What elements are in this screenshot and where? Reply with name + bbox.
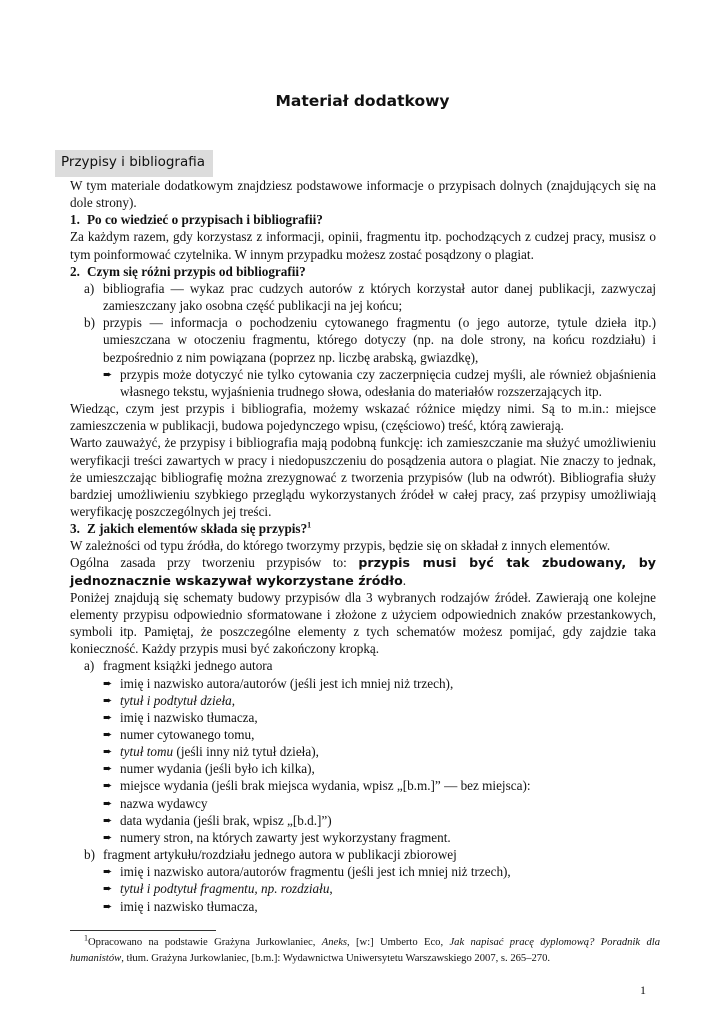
main-content <box>70 177 656 915</box>
arrow-bullet-icon: ➨ <box>103 728 113 741</box>
arrow-bullet-icon: ➨ <box>103 693 113 707</box>
list-item-footnote: b) przypis — informacja o pochodzeniu cytowanego fragmentu (o jego autorze, tytule dzieła itp.) umieszczana w otoczeniu fragmentu, którego dotyczy (np. na dole strony, na końcu rozdziału) i bezpośrednio z nim powiązana (poprzez np. liczbę arabską, gwiazdkę), <box>84 315 656 365</box>
arrow-bullet-icon: ➨ <box>103 762 113 776</box>
page-number: 1 <box>640 983 646 997</box>
schema-item: ➨ imię i nazwisko autora/autorów fragmentu (jeśli jest ich mniej niż trzech), <box>103 864 511 880</box>
q3-paragraph-1: W zależności od typu źródła, do którego tworzymy przypis, będzie się on składał z innych elementów. <box>70 538 611 554</box>
arrow-bullet-icon: ➨ <box>103 710 113 724</box>
schema-item: ➨ numer wydania (jeśli było ich kilka), <box>103 761 315 777</box>
schema-item: ➨ nazwa wydawcy <box>103 795 208 811</box>
question-1: 1. Po co wiedzieć o przypisach i bibliografii? <box>70 212 323 228</box>
schema-item: ➨ tytuł tomu (jeśli inny niż tytuł dzieła), <box>103 744 319 760</box>
arrow-bullet-icon: ➨ <box>103 779 113 793</box>
schema-article: b) fragment artykułu/rozdziału jednego autora w publikacji zbiorowej <box>84 847 457 863</box>
question-2: 2. Czym się różni przypis od bibliografii? <box>70 263 306 279</box>
question-3: 3. Z jakich elementów składa się przypis?$^1$ <box>70 520 312 537</box>
arrow-bullet-icon: ➨ <box>103 865 113 879</box>
arrow-bullet-icon: ➨ <box>103 745 113 759</box>
section-heading: Przypisy i bibliografia <box>55 150 213 177</box>
footnote-rule <box>70 930 216 931</box>
arrow-bullet-icon: ➨ <box>103 813 113 827</box>
schema-item: ➨ tytuł i podtytuł fragmentu, np. rozdziału, <box>103 881 333 897</box>
arrow-bullet-icon: ➨ <box>103 882 113 896</box>
arrow-bullet-icon: ➨ <box>103 676 113 690</box>
page-title: Materiał dodatkowy <box>275 92 450 110</box>
intro-paragraph: W tym materiale dodatkowym znajdziesz podstawowe informacje o przypisach dolnych (znajdujących się na dole strony). <box>70 178 656 211</box>
q3-paragraph-2: Ogólna zasada przy tworzeniu przypisów to: przypis musi być tak zbudowany, by jednoznacznie wskazywał wykorzystane źródło. <box>70 555 656 588</box>
schema-item: ➨ data wydania (jeśli brak, wpisz „[b.d.]”) <box>103 812 332 828</box>
schema-item: ➨ imię i nazwisko autora/autorów (jeśli jest ich mniej niż trzech), <box>103 675 454 691</box>
q3-paragraph-3: Poniżej znajdują się schematy budowy przypisów dla 3 wybranych rodzajów źródeł. Zawierają one kolejne elementy przypisu odpowiednio sformatowane i złożone z użyciem odpowiednich znaków przestankowych, symboli itp. Pamiętaj, że poszczególne elementy z tych schematów możesz pomijać, gdy zajdzie taka konieczność. Każdy przypis musi być zakończony kropką. <box>70 589 656 657</box>
arrow-bullet-icon: ➨ <box>103 367 113 381</box>
answer-1: Za każdym razem, gdy korzystasz z informacji, opinii, fragmentu itp. pochodzących z cudzej pracy, musisz o tym poinformować czytelnika. W innym przypadku możesz zostać posądzony o plagiat. <box>70 229 656 262</box>
arrow-bullet-icon: ➨ <box>103 830 113 844</box>
schema-item: ➨ imię i nazwisko tłumacza, <box>103 709 258 725</box>
list-item-bibliography: a) bibliografia — wykaz prac cudzych autorów z których korzystał autor danej publikacji, zazwyczaj zamieszczany jako osobna część publikacji na jej końcu; <box>84 280 656 314</box>
footnote-mark: 1 <box>307 520 312 530</box>
footnote: $^1$Opracowano na podstawie Grażyna Jurkowlaniec, Aneks, [w:] Umberto Eco, Jak napisać pracę dyplomową? Poradnik dla humanistów, tłum. Grażyna Jurkowlaniec, [b.m.]: Wydawnictwa Uniwersytetu Warszawskiego 2007, s. 265–270. <box>70 933 660 964</box>
function-paragraph: Warto zauważyć, że przypisy i bibliografia mają podobną funkcję: ich zamieszczanie ma służyć umożliwieniu weryfikacji treści zawartych w pracy i niedopuszczeniu do posądzenia autora o plagiat. Nie znaczy to jednak, że umieszczając bibliografię można zrezygnować z tworzenia przypisów (lub na odwrót). Bibliografia służy bardziej umożliwieniu szybkiego przeglądu wykorzystanych źródeł w całej pracy, zaś przypisy umożliwiają weryfikację poszczególnych jej treści. <box>70 435 656 519</box>
schema-item: ➨ imię i nazwisko tłumacza, <box>103 898 258 914</box>
schema-book: a) fragment książki jednego autora <box>84 658 273 674</box>
schema-item: ➨ tytuł i podtytuł dzieła, <box>103 692 236 708</box>
arrow-bullet-icon: ➨ <box>103 899 113 913</box>
schema-item: ➨ numery stron, na których zawarty jest wykorzystany fragment. <box>103 829 451 845</box>
schema-item: ➨ miejsce wydania (jeśli brak miejsca wydania, wpisz „[b.m.]” — bez miejsca): <box>103 778 531 794</box>
arrow-bullet-icon: ➨ <box>103 796 113 810</box>
differences-paragraph: Wiedząc, czym jest przypis i bibliografia, możemy wskazać różnice między nimi. Są to m.in.: miejsce zamieszczenia w publikacji, budowa pojedynczego wpisu, (częściowo) treść, którą zawierają. <box>70 401 656 434</box>
schema-item: ➨ numer cytowanego tomu, <box>103 727 255 742</box>
bullet-footnote-scope: ➨ przypis może dotyczyć nie tylko cytowania czy zaczerpnięcia cudzej myśli, ale również objaśnienia własnego tekstu, wyjaśnienia trudnego słowa, odesłania do materiałów rozszerzających itp. <box>103 366 656 399</box>
